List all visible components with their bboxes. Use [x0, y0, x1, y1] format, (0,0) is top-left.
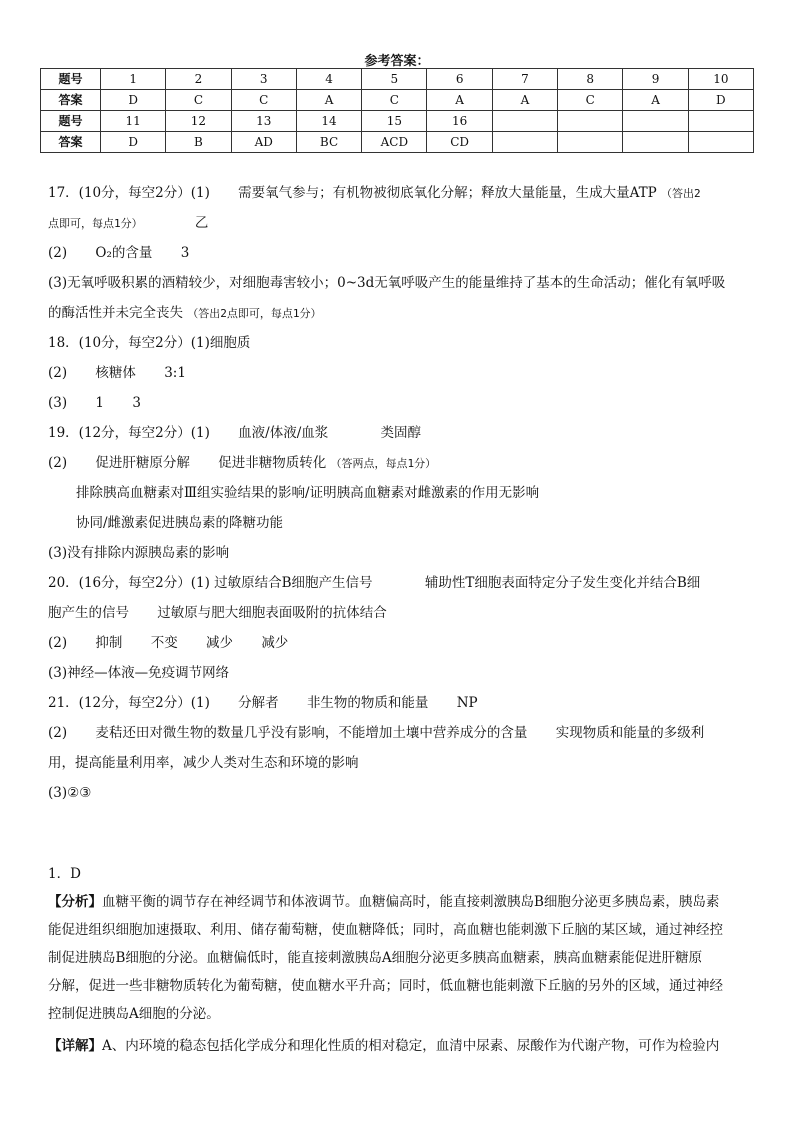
q19-line-1: 19．(12分，每空2分）(1) 血液/体液/血浆 类固醇 — [48, 425, 422, 441]
table-cell: A — [427, 90, 492, 111]
table-cell: C — [231, 90, 296, 111]
q17-line-4: (3)无氧呼吸积累的酒精较少，对细胞毒害较小；0~3d无氧呼吸产生的能量维持了基本的生命活动；催化有氧呼吸 — [48, 275, 726, 291]
q21-line-2: (2) 麦秸还田对微生物的数量几乎没有影响，不能增加土壤中营养成分的含量 实现物质和能量的多级利 — [48, 725, 705, 741]
q21-line-4: (3)②③ — [48, 785, 92, 801]
table-cell: D — [101, 90, 166, 111]
q18-line-1: 18．(10分，每空2分）(1)细胞质 — [48, 335, 251, 351]
table-cell: 7 — [492, 69, 557, 90]
analysis-line-4: 分解，促进一些非糖物质转化为葡萄糖，使血糖水平升高；同时，低血糖也能刺激下丘脑的另外的区域，通过神经 — [48, 978, 723, 994]
table-cell — [558, 132, 623, 153]
row-label: 题号 — [41, 69, 101, 90]
table-cell — [558, 111, 623, 132]
q18-line-3: (3) 1 3 — [48, 395, 141, 411]
table-cell: 15 — [362, 111, 427, 132]
q18-line-2: (2) 核糖体 3:1 — [48, 365, 186, 381]
table-cell: 4 — [296, 69, 361, 90]
q21-line-1: 21．(12分，每空2分）(1) 分解者 非生物的物质和能量 NP — [48, 695, 478, 711]
table-row — [41, 111, 754, 132]
analysis-line-2: 能促进组织细胞加速摄取、利用、储存葡萄糖，使血糖降低；同时，高血糖也能刺激下丘脑的某区域，通过神经控 — [48, 922, 723, 938]
table-row — [41, 69, 754, 90]
table-cell: 1 — [101, 69, 166, 90]
q20-line-1: 20．(16分，每空2分）(1) 过敏原结合B细胞产生信号 辅助性T细胞表面特定分子发生变化并结合B细 — [48, 575, 701, 591]
table-cell: 6 — [427, 69, 492, 90]
table-cell: AD — [231, 132, 296, 153]
table-cell: 12 — [166, 111, 231, 132]
row-label: 答案 — [41, 90, 101, 111]
table-cell: C — [362, 90, 427, 111]
table-cell: 9 — [623, 69, 688, 90]
table-cell: 10 — [688, 69, 753, 90]
q21-line-3: 用，提高能量利用率，减少人类对生态和环境的影响 — [48, 755, 359, 771]
table-cell — [688, 111, 753, 132]
table-cell: 8 — [558, 69, 623, 90]
q20-line-3: (2) 抑制 不变 减少 减少 — [48, 635, 289, 651]
q19-line-5: (3)没有排除内源胰岛素的影响 — [48, 545, 230, 561]
table-cell: BC — [296, 132, 361, 153]
table-cell: 5 — [362, 69, 427, 90]
table-cell — [688, 132, 753, 153]
table-cell: 2 — [166, 69, 231, 90]
table-cell: 13 — [231, 111, 296, 132]
table-cell: 3 — [231, 69, 296, 90]
q17-line-3: (2) O₂的含量 3 — [48, 245, 190, 261]
table-cell: A — [296, 90, 361, 111]
table-cell — [492, 111, 557, 132]
q17-line-5: 的酶活性并未完全丧失 （答出2点即可，每点1分） — [48, 305, 322, 321]
table-cell: B — [166, 132, 231, 153]
q20-line-2: 胞产生的信号 过敏原与肥大细胞表面吸附的抗体结合 — [48, 605, 387, 621]
q20-line-4: (3)神经—体液—免疫调节网络 — [48, 665, 230, 681]
table-row — [41, 90, 754, 111]
table-cell — [623, 111, 688, 132]
explanation-block — [48, 860, 748, 1060]
table-cell: 16 — [427, 111, 492, 132]
table-cell: C — [166, 90, 231, 111]
table-cell: A — [623, 90, 688, 111]
table-row — [41, 132, 754, 153]
answer-title: 参考答案： — [364, 54, 430, 69]
analysis-line-5: 控制促进胰岛A细胞的分泌。 — [48, 1006, 220, 1022]
table-cell: D — [688, 90, 753, 111]
table-cell: 11 — [101, 111, 166, 132]
table-cell: ACD — [362, 132, 427, 153]
table-cell: 14 — [296, 111, 361, 132]
q19-line-3: 排除胰高血糖素对Ⅲ组实验结果的影响/证明胰高血糖素对雌激素的作用无影响 — [76, 485, 540, 501]
row-label: 题号 — [41, 111, 101, 132]
table-cell: D — [101, 132, 166, 153]
detail-line-1: 【详解】A、内环境的稳态包括化学成分和理化性质的相对稳定，血清中尿素、尿酸作为代谢产物，可作为检验内 — [48, 1038, 720, 1054]
analysis-line-3: 制促进胰岛B细胞的分泌。血糖偏低时，能直接刺激胰岛A细胞分泌更多胰高血糖素，胰高血糖素能促进肝糖原 — [48, 950, 703, 966]
row-label: 答案 — [41, 132, 101, 153]
answers-block — [48, 178, 748, 808]
explain-number: 1．D — [48, 866, 81, 882]
table-cell: CD — [427, 132, 492, 153]
table-cell — [623, 132, 688, 153]
q17-line-2: 点即可，每点1分） 乙 — [48, 215, 209, 231]
answer-table — [40, 68, 754, 153]
table-cell — [492, 132, 557, 153]
q19-line-2: (2) 促进肝糖原分解 促进非糖物质转化 （答两点，每点1分） — [48, 455, 437, 471]
table-cell: A — [492, 90, 557, 111]
q19-line-4: 协同/雌激素促进胰岛素的降糖功能 — [76, 515, 284, 531]
analysis-line-1: 【分析】血糖平衡的调节存在神经调节和体液调节。血糖偏高时，能直接刺激胰岛B细胞分泌更多胰岛素，胰岛素 — [48, 894, 720, 910]
q17-line-1: 17．(10分，每空2分）(1) 需要氧气参与；有机物被彻底氧化分解；释放大量能量，生成大量ATP （答出2 — [48, 185, 701, 201]
table-cell: C — [558, 90, 623, 111]
